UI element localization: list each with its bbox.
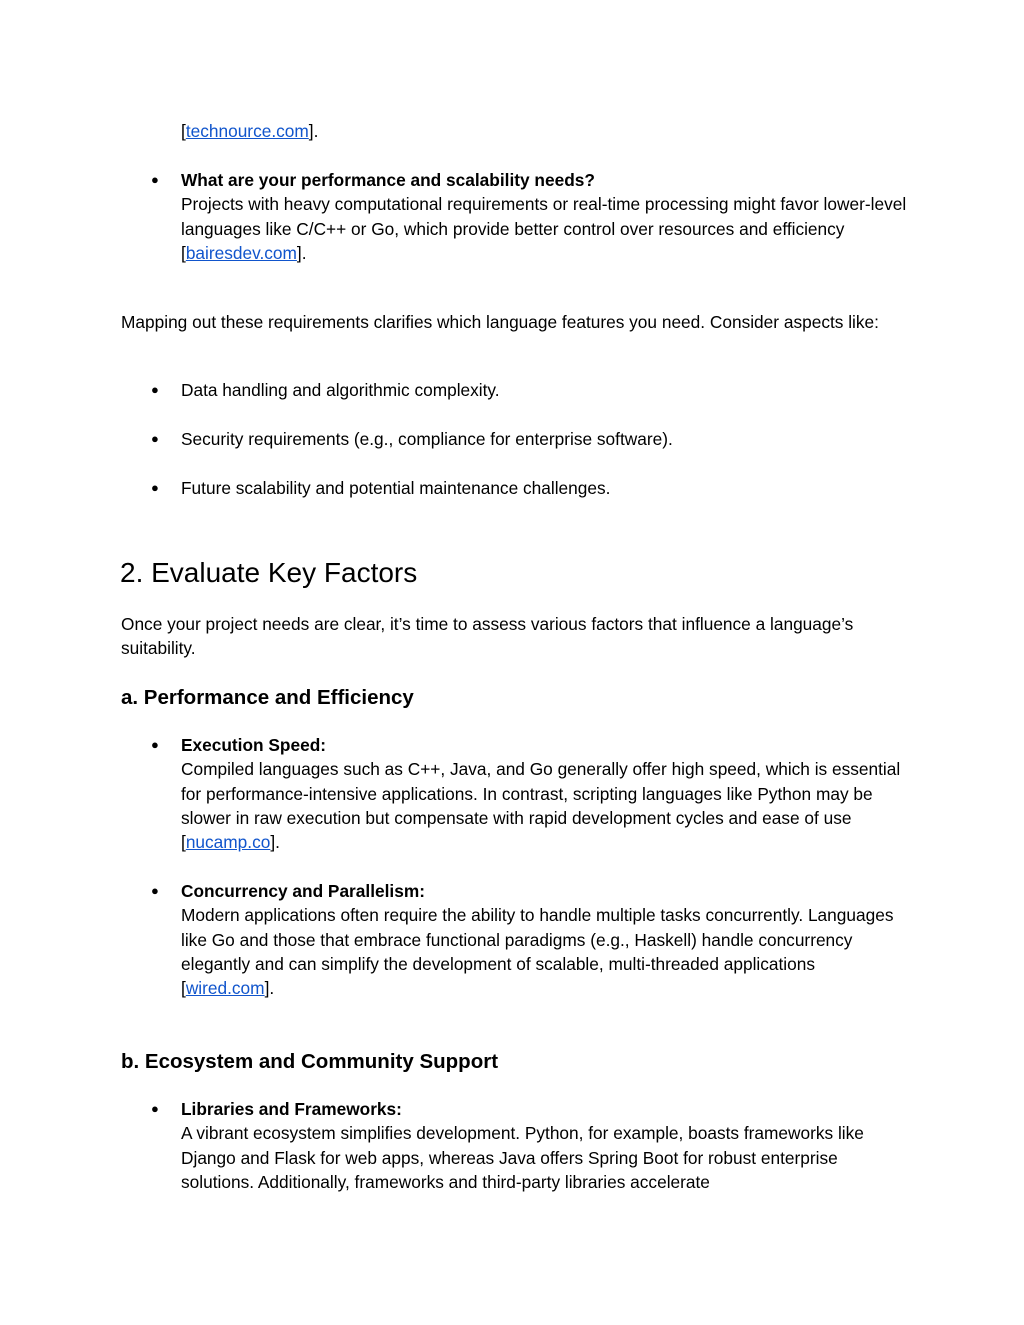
list-item (121, 427, 911, 453)
nucamp-link[interactable]: nucamp.co (185, 832, 271, 853)
section-intro-paragraph: Once your project needs are clear, it’s time to assess various factors that influence a language’s suitability. (121, 614, 854, 659)
bullet-icon: ● (151, 480, 159, 495)
top-reference (181, 119, 318, 143)
bullet-icon: ● (151, 883, 159, 898)
list-item-text: Data handling and algorithmic complexity. (181, 380, 500, 400)
list-item-libraries (121, 1097, 911, 1197)
subsection-heading-b: b. Ecosystem and Community Support (121, 1050, 499, 1073)
item-title: Libraries and Frameworks: (181, 1099, 402, 1119)
item-title: Execution Speed: (181, 735, 327, 755)
list-item-body (181, 1097, 911, 1194)
bracket-close: ]. (308, 121, 319, 141)
bullet-icon: ● (151, 737, 159, 752)
bullet-icon: ● (151, 431, 159, 446)
list-item-text: Security requirements (e.g., compliance for enterprise software). (181, 429, 673, 449)
bullet-icon: ● (151, 172, 159, 187)
list-item-performance-question (121, 168, 911, 268)
section-heading: 2. Evaluate Key Factors (120, 557, 418, 588)
list-item-execution-speed (121, 733, 911, 858)
bracket-open: [ (181, 121, 186, 141)
list-item-body (181, 733, 911, 854)
question-text: Projects with heavy computational requirements or real‑time processing might favor lower‑level languages like C/C++ or Go, which provide better control over resources and efficiency [ (181, 194, 907, 263)
list-item-body (181, 168, 911, 265)
mapping-paragraph: Mapping out these requirements clarifies which language features you need. Consider aspects like: (121, 312, 879, 332)
list-item-concurrency (121, 879, 911, 1004)
item-title: Concurrency and Parallelism: (181, 881, 425, 901)
citation-close: ]. (264, 978, 275, 999)
item-text: A vibrant ecosystem simplifies development. Python, for example, boasts frameworks like Django and Flask for web apps, whereas Java offers Spring Boot for robust enterprise solutions. Additionally, frameworks and third-party libraries accelerate (181, 1123, 864, 1192)
bullet-icon: ● (151, 1101, 159, 1116)
list-item (121, 476, 911, 502)
bullet-icon: ● (151, 382, 159, 397)
subsection-heading-a: a. Performance and Efficiency (121, 686, 414, 709)
item-text: Compiled languages such as C++, Java, and Go generally offer high speed, which is essential for performance‑intensive applications. In contrast, scripting languages like Python may be slower in raw execution but compensate with rapid development cycles and ease of use [ (181, 759, 901, 853)
wired-link[interactable]: wired.com (185, 978, 265, 999)
technource-link[interactable]: technource.com (185, 121, 309, 141)
list-item-text: Future scalability and potential maintenance challenges. (181, 478, 611, 498)
item-text: Modern applications often require the ability to handle multiple tasks concurrently. Languages like Go and those that embrace functional paradigms (e.g., Haskell) handle concurrency elegantly and can simplify the development of scalable, multi-threaded applications [ (181, 905, 894, 999)
bairesdev-link[interactable]: bairesdev.com (185, 242, 297, 263)
list-item-body (181, 879, 911, 1000)
citation-close: ]. (296, 242, 307, 263)
list-item (121, 378, 911, 404)
citation-close: ]. (270, 832, 280, 853)
question-title: What are your performance and scalability needs? (181, 170, 595, 190)
